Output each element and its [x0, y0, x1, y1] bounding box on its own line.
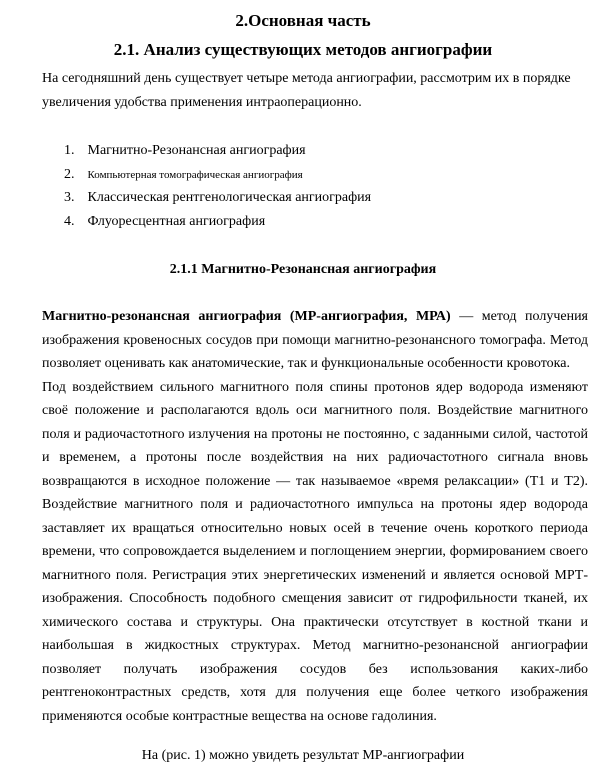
mra-paragraph: [42, 305, 588, 728]
subsection-heading: 2.1. Анализ существующих методов ангиографии: [113, 40, 493, 59]
list-item: [64, 186, 564, 210]
methods-list: [64, 139, 564, 233]
paragraph-line: магнитного поля. Регистрация этих энергетических изменений и является основой МРТ-: [42, 567, 588, 583]
list-item-label: Магнитно-Резонансная ангиография: [87, 143, 306, 158]
list-item-number: 4.: [64, 213, 75, 229]
paragraph-line: своё положение и располагаются вдоль оси магнитного поля. Воздействие магнитного: [42, 403, 588, 418]
paragraph-line: наибольшая в жидкостных структурах. Метод магнитно-резонансной ангиографии: [42, 638, 588, 653]
intro-paragraph: [42, 67, 590, 114]
list-item-label: Флуоресцентная ангиография: [87, 213, 266, 229]
paragraph-line: позволяет получать изображения сосудов без использования каких-либо: [42, 661, 588, 677]
paragraph-line: изображения. Способность подобного смещения зависит от гидрофильности тканей, их: [42, 591, 588, 606]
list-item: [64, 139, 564, 163]
paragraph-line: времени, что сопровождается выделением и поглощением энергии, формированием своего: [42, 544, 588, 559]
section-heading: 2.Основная часть: [235, 11, 371, 30]
list-item: [64, 163, 564, 187]
term-definition: Магнитно-резонансная ангиография (МР-ангиография, МРА): [42, 309, 451, 324]
paragraph-line: изображения кровеносных сосудов при помощи магнитно-резонансного томографа. Метод: [42, 332, 588, 348]
list-item-number: 1.: [64, 143, 75, 158]
paragraph-line: поля и радиочастотного излучения на протоны не постоянно, с заданными силой, частотой: [42, 426, 588, 442]
paragraph-line: возвращаются в исходное положение — так называемое «время релаксации» (T1 и T2).: [42, 473, 588, 489]
paragraph-line: Под воздействием сильного магнитного поля спины протонов ядер водорода изменяют: [42, 379, 588, 395]
intro-line-1: На сегодняшний день существует четыре метода ангиографии, рассмотрим их в порядке: [42, 71, 571, 86]
list-item-label: Компьютерная томографическая ангиография: [87, 168, 303, 181]
paragraph-line: применяются особые контрастные вещества на основе гадолиния.: [42, 708, 437, 724]
paragraph-line: Воздействие магнитного поля и радиочастотного импульса на протоны ядер водорода: [42, 497, 588, 512]
intro-line-2: увеличения удобства применения интраоперационно.: [42, 94, 362, 110]
subsubsection-heading: 2.1.1 Магнитно-Резонансная ангиография: [169, 262, 437, 277]
paragraph-line: химического состава и структуры. Она практически отсутствует в костной ткани и: [42, 614, 588, 630]
paragraph-line: Магнитно-резонансная ангиография (МР-ангиография, МРА) — метод получения: [42, 309, 588, 324]
paragraph-line: позволяет оценивать как анатомические, так и функциональные особенности кровотока.: [42, 356, 570, 371]
figure-reference: На (рис. 1) можно увидеть результат МР-ангиографии: [141, 748, 465, 763]
list-item-number: 2.: [64, 166, 75, 182]
list-item-label: Классическая рентгенологическая ангиография: [87, 190, 372, 205]
paragraph-line: заставляет их вращаться относительно новых осей в течение очень короткого периода: [42, 520, 588, 536]
paragraph-line: и временем, а протоны после воздействия на них радиочастотного сигнала вновь: [42, 450, 588, 465]
paragraph-line: рентгеноконтрастных средств, хотя для получения еще более четкого изображения: [42, 685, 588, 700]
list-item-number: 3.: [64, 190, 75, 205]
list-item: [64, 210, 564, 234]
